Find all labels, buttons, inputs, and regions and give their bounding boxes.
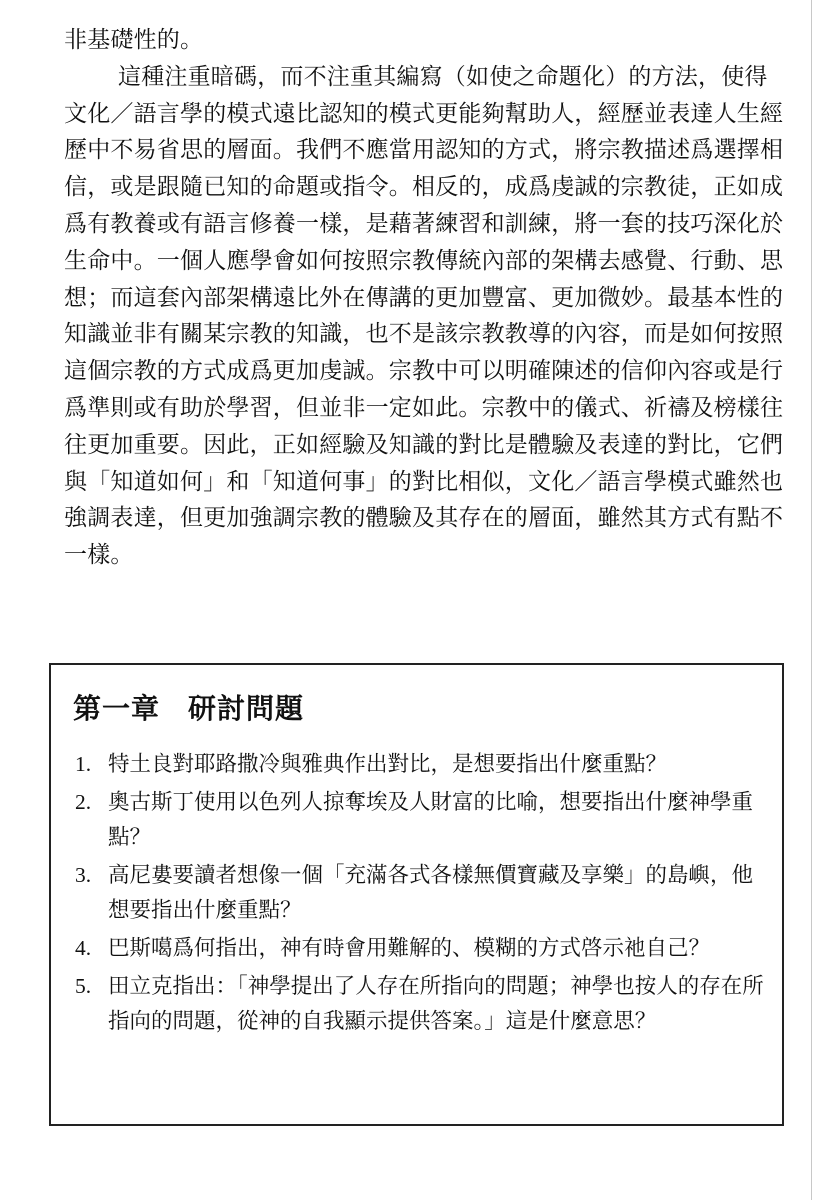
question-list <box>75 747 765 1042</box>
question-text: 特土良對耶路撒冷與雅典作出對比，是想要指出什麼重點？ <box>108 752 668 777</box>
question-number: 5. <box>75 974 92 998</box>
chapter-label: 第一章 <box>73 692 161 725</box>
discussion-title: 研討問題 <box>188 692 305 725</box>
question-item <box>75 785 765 855</box>
question-item <box>75 747 765 782</box>
paragraph-main: 這種注重暗碼，而不注重其編寫（如使之命題化）的方法，使得文化／語言學的模式遠比認知的模式更能夠幫助人，經歷並表達人生經歷中不易省思的層面。我們不應當用認知的方式，將宗教描述爲選擇相信，或是跟隨已知的命題或指令。相反的，成爲虔誠的宗教徒，正如成爲有教養或有語言修養一樣，是藉著練習和訓練，將一套的技巧深化於生命中。一個人應學會如何按照宗教傳統內部的架構去感覺、行動、思想；而這套內部架構遠比外在傳講的更加豐富、更加微妙。最基本性的知識並非有關某宗教的知識，也不是該宗教教導的內容，而是如何按照這個宗教的方式成爲更加虔誠。宗教中可以明確陳述的信仰內容或是行爲準則或有助於學習，但並非一定如此。宗教中的儀式、祈禱及榜樣往往更加重要。因此，正如經驗及知識的對比是體驗及表達的對比，它們與「知道如何」和「知道何事」的對比相似，文化／語言學模式雖然也強調表達，但更加強調宗教的體驗及其存在的層面，雖然其方式有點不一樣。 <box>64 63 784 569</box>
body-text <box>64 22 786 574</box>
question-text: 高尼婁要讀者想像一個「充滿各式各樣無價寶藏及享樂」的島嶼，他想要指出什麼重點？ <box>108 863 754 923</box>
discussion-heading <box>73 687 304 727</box>
paragraph-continuation: 非基礎性的。 <box>64 27 204 53</box>
question-number: 2. <box>75 790 92 814</box>
question-number: 3. <box>75 863 92 887</box>
question-text: 田立克指出：「神學提出了人存在所指向的問題；神學也按人的存在所指向的問題，從神的自我顯示提供答案。」這是什麼意思？ <box>108 974 764 1034</box>
question-item <box>75 858 765 928</box>
question-text: 巴斯噶爲何指出，神有時會用難解的、模糊的方式啓示祂自己？ <box>108 936 711 961</box>
page-edge-divider <box>811 0 812 1200</box>
question-number: 4. <box>75 936 92 960</box>
question-number: 1. <box>75 752 92 776</box>
question-item <box>75 931 765 966</box>
question-item <box>75 969 765 1039</box>
question-text: 奧古斯丁使用以色列人掠奪埃及人財富的比喻，想要指出什麼神學重點？ <box>108 790 754 850</box>
discussion-questions-box <box>49 663 784 1126</box>
